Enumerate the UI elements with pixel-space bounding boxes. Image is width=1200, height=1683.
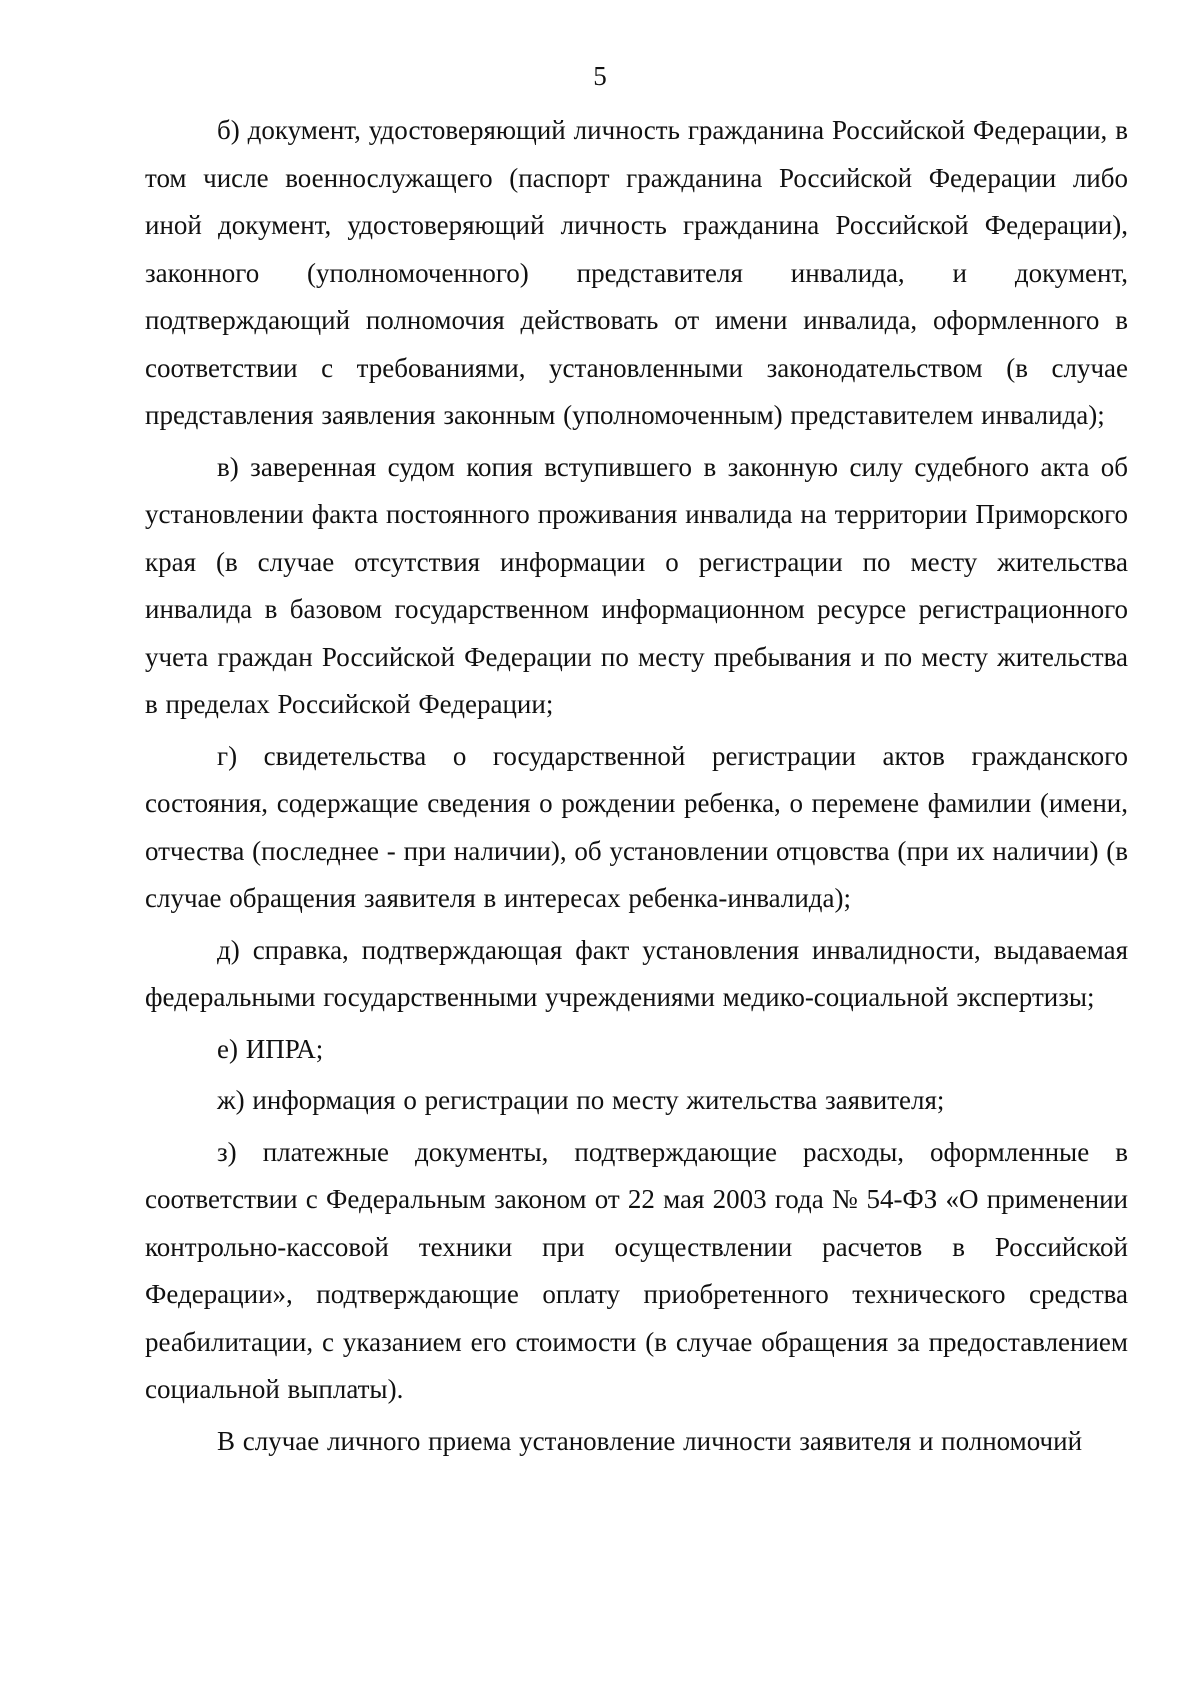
paragraph-e-ipra: е) ИПРА;	[217, 1033, 324, 1064]
paragraph-g-civil-status-certificates: г) свидетельства о государственной регистрации актов гражданского состояния, содержащие сведения о рождении ребенка, о перемене фамилии (имени, отчества (последнее - при наличии), об установлении отцовства (при их наличии) (в случае обращения заявителя в интересах ребенка-инвалида);	[145, 740, 1128, 913]
paragraph-personal-reception: В случае личного приема установление личности заявителя и полномочий	[217, 1425, 1083, 1456]
document-body	[145, 107, 1128, 1465]
paragraph-z-payment-documents: з) платежные документы, подтверждающие расходы, оформленные в соответствии с Федеральным законом от 22 мая 2003 года № 54-ФЗ «О применении контрольно-кассовой техники при осуществлении расчетов в Российской Федерации», подтверждающие оплату приобретенного технического средства реабилитации, с указанием его стоимости (в случае обращения за предоставлением социальной выплаты).	[145, 1136, 1128, 1404]
page-number: 5	[593, 61, 607, 91]
paragraph-v-court-act-copy: в) заверенная судом копия вступившего в законную силу судебного акта об установлении факта постоянного проживания инвалида на территории Приморского края (в случае отсутствия информации о регистрации по месту жительства инвалида в базовом государственном информационном ресурсе регистрационного учета граждан Российской Федерации по месту пребывания и по месту жительства в пределах Российской Федерации;	[145, 451, 1128, 719]
paragraph-b-identity-document: б) документ, удостоверяющий личность гражданина Российской Федерации, в том числе военнослужащего (паспорт гражданина Российской Федерации либо иной документ, удостоверяющий личность гражданина Российской Федерации), законного (уполномоченного) представителя инвалида, и документ, подтверждающий полномочия действовать от имени инвалида, оформленного в соответствии с требованиями, установленными законодательством (в случае представления заявления законным (уполномоченным) представителем инвалида);	[145, 115, 1128, 430]
paragraph-d-disability-certificate: д) справка, подтверждающая факт установления инвалидности, выдаваемая федеральными государственными учреждениями медико-социальной экспертизы;	[145, 934, 1128, 1012]
paragraph-zh-registration-info: ж) информация о регистрации по месту жительства заявителя;	[217, 1085, 945, 1115]
